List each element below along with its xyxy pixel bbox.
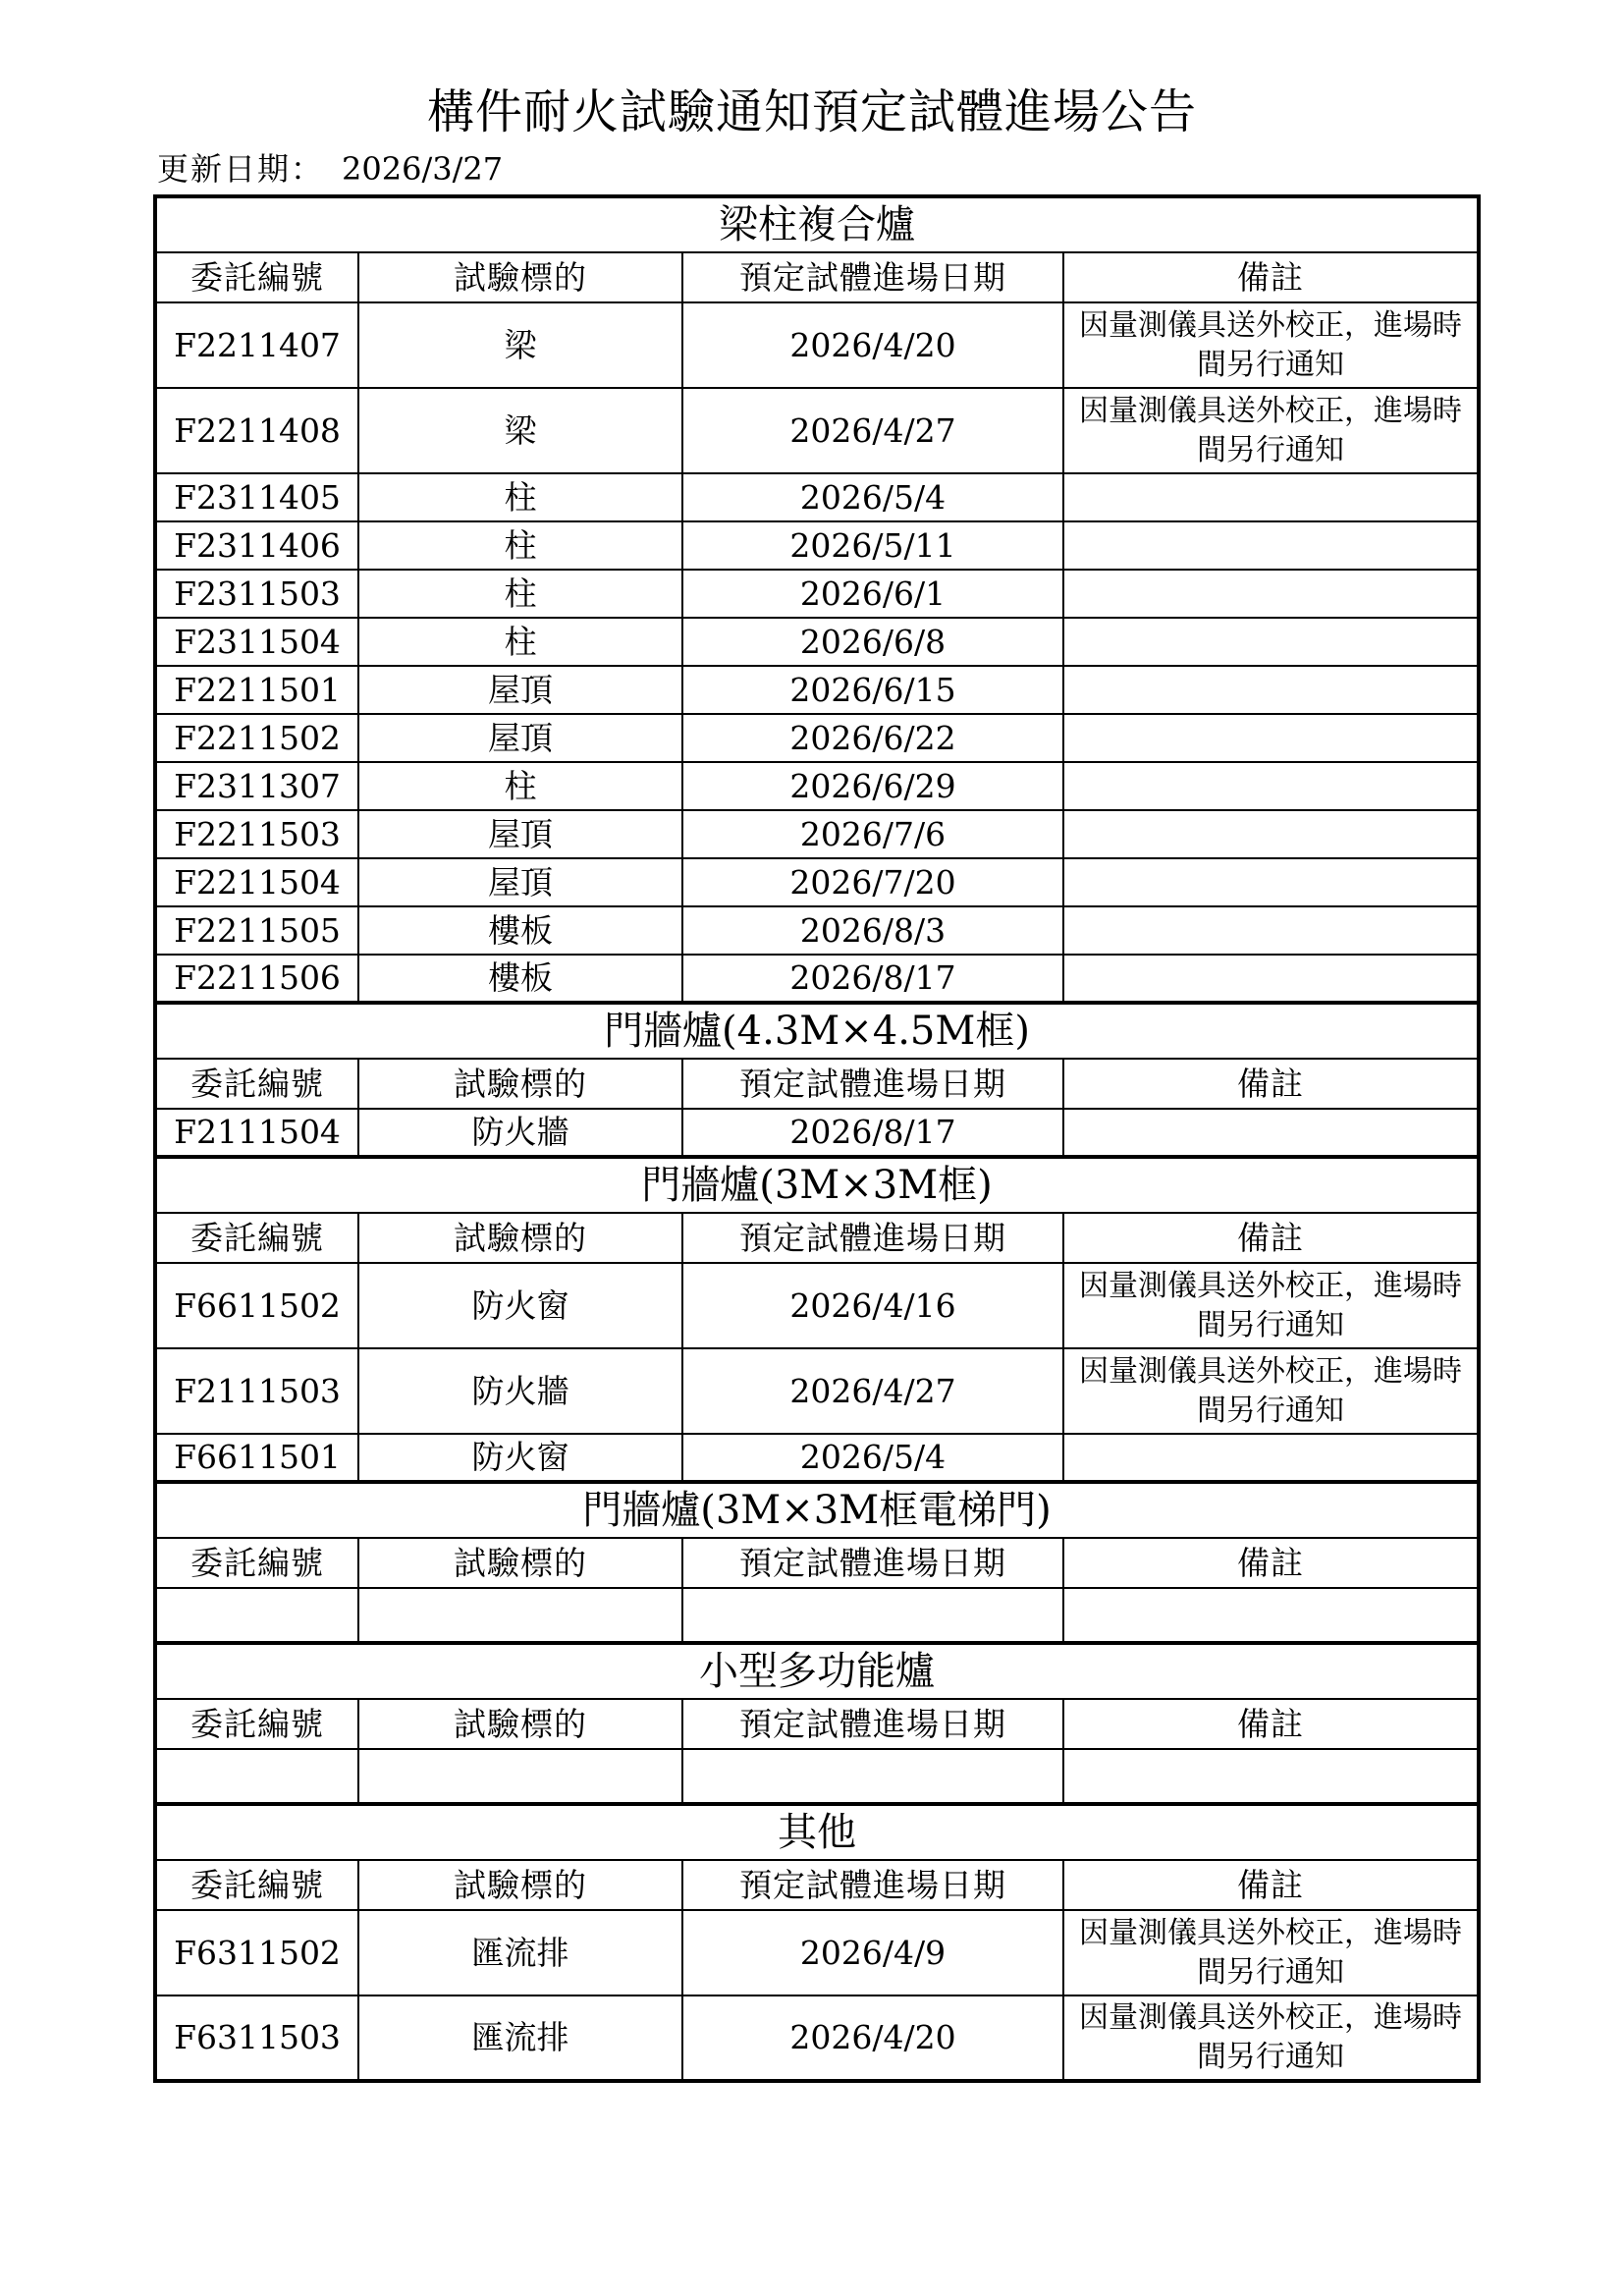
cell-commission-id: F2211504 — [155, 858, 358, 906]
column-header-row — [155, 1699, 1479, 1749]
cell-arrival-date: 2026/4/20 — [682, 1995, 1063, 2081]
cell-remark — [1063, 618, 1479, 666]
section-title: 門牆爐(4.3M×4.5M框) — [155, 1003, 1479, 1059]
cell-arrival-date: 2026/6/22 — [682, 714, 1063, 762]
column-header-test-target: 試驗標的 — [358, 1860, 682, 1910]
section-row — [155, 196, 1479, 252]
section-row — [155, 1003, 1479, 1059]
column-header-test-target: 試驗標的 — [358, 1213, 682, 1263]
cell-commission-id: F6611501 — [155, 1434, 358, 1482]
section-row — [155, 1643, 1479, 1699]
column-header-remark: 備註 — [1063, 1860, 1479, 1910]
cell-commission-id: F2211505 — [155, 906, 358, 955]
schedule-table — [153, 194, 1481, 2083]
section-title: 小型多功能爐 — [155, 1643, 1479, 1699]
cell-test-target: 柱 — [358, 473, 682, 521]
table-row — [155, 810, 1479, 858]
section-title: 門牆爐(3M×3M框電梯門) — [155, 1482, 1479, 1538]
cell-remark — [1063, 521, 1479, 570]
column-header-test-target: 試驗標的 — [358, 1538, 682, 1588]
cell-test-target: 梁 — [358, 302, 682, 388]
cell-commission-id: F6311502 — [155, 1910, 358, 1995]
cell-test-target: 匯流排 — [358, 1910, 682, 1995]
column-header-remark: 備註 — [1063, 1213, 1479, 1263]
column-header-row — [155, 252, 1479, 302]
cell-test-target: 匯流排 — [358, 1995, 682, 2081]
column-header-remark: 備註 — [1063, 1699, 1479, 1749]
cell-arrival-date: 2026/5/4 — [682, 1434, 1063, 1482]
update-date-label: 更新日期： — [157, 150, 325, 188]
table-row — [155, 1434, 1479, 1482]
table-row — [155, 955, 1479, 1003]
cell-remark — [1063, 473, 1479, 521]
cell-test-target: 梁 — [358, 388, 682, 473]
section-row — [155, 1804, 1479, 1860]
cell-commission-id: F2211506 — [155, 955, 358, 1003]
cell-test-target — [358, 1749, 682, 1804]
column-header-commission-id: 委託編號 — [155, 1538, 358, 1588]
column-header-remark: 備註 — [1063, 252, 1479, 302]
column-header-row — [155, 1059, 1479, 1109]
cell-test-target: 柱 — [358, 521, 682, 570]
column-header-test-target: 試驗標的 — [358, 1059, 682, 1109]
column-header-arrival-date: 預定試體進場日期 — [682, 1213, 1063, 1263]
column-header-row — [155, 1213, 1479, 1263]
cell-remark: 因量測儀具送外校正，進場時間另行通知 — [1063, 1910, 1479, 1995]
cell-commission-id: F2311504 — [155, 618, 358, 666]
cell-arrival-date: 2026/6/15 — [682, 666, 1063, 714]
column-header-remark: 備註 — [1063, 1059, 1479, 1109]
cell-remark: 因量測儀具送外校正，進場時間另行通知 — [1063, 302, 1479, 388]
cell-remark: 因量測儀具送外校正，進場時間另行通知 — [1063, 1263, 1479, 1348]
column-header-test-target: 試驗標的 — [358, 252, 682, 302]
column-header-commission-id: 委託編號 — [155, 1059, 358, 1109]
table-row — [155, 762, 1479, 810]
cell-test-target: 防火牆 — [358, 1348, 682, 1434]
cell-arrival-date: 2026/6/29 — [682, 762, 1063, 810]
cell-remark — [1063, 858, 1479, 906]
cell-remark — [1063, 1434, 1479, 1482]
cell-remark — [1063, 714, 1479, 762]
table-row — [155, 1910, 1479, 1995]
column-header-row — [155, 1538, 1479, 1588]
cell-commission-id: F2211501 — [155, 666, 358, 714]
cell-commission-id — [155, 1588, 358, 1643]
cell-commission-id: F2311405 — [155, 473, 358, 521]
cell-test-target: 屋頂 — [358, 714, 682, 762]
cell-commission-id: F2111503 — [155, 1348, 358, 1434]
column-header-arrival-date: 預定試體進場日期 — [682, 1860, 1063, 1910]
cell-test-target: 柱 — [358, 618, 682, 666]
cell-arrival-date: 2026/7/6 — [682, 810, 1063, 858]
table-row — [155, 906, 1479, 955]
cell-commission-id: F2111504 — [155, 1109, 358, 1157]
table-row — [155, 618, 1479, 666]
cell-arrival-date — [682, 1749, 1063, 1804]
cell-remark — [1063, 810, 1479, 858]
section-title: 門牆爐(3M×3M框) — [155, 1157, 1479, 1213]
column-header-commission-id: 委託編號 — [155, 252, 358, 302]
table-row — [155, 1109, 1479, 1157]
cell-remark: 因量測儀具送外校正，進場時間另行通知 — [1063, 1348, 1479, 1434]
table-row — [155, 1749, 1479, 1804]
cell-commission-id: F2211408 — [155, 388, 358, 473]
column-header-remark: 備註 — [1063, 1538, 1479, 1588]
update-date-value: 2026/3/27 — [342, 150, 504, 188]
cell-arrival-date: 2026/4/16 — [682, 1263, 1063, 1348]
cell-remark — [1063, 570, 1479, 618]
cell-test-target: 屋頂 — [358, 666, 682, 714]
cell-arrival-date: 2026/5/11 — [682, 521, 1063, 570]
cell-arrival-date: 2026/6/1 — [682, 570, 1063, 618]
cell-arrival-date: 2026/6/8 — [682, 618, 1063, 666]
cell-commission-id: F6611502 — [155, 1263, 358, 1348]
update-date-line — [157, 147, 503, 191]
table-row — [155, 570, 1479, 618]
column-header-arrival-date: 預定試體進場日期 — [682, 1059, 1063, 1109]
column-header-row — [155, 1860, 1479, 1910]
cell-commission-id: F2311503 — [155, 570, 358, 618]
cell-arrival-date: 2026/4/9 — [682, 1910, 1063, 1995]
cell-commission-id: F2311307 — [155, 762, 358, 810]
page-title: 構件耐火試驗通知預定試體進場公告 — [426, 84, 1197, 139]
cell-arrival-date: 2026/4/27 — [682, 388, 1063, 473]
cell-remark — [1063, 955, 1479, 1003]
cell-test-target: 防火窗 — [358, 1263, 682, 1348]
column-header-commission-id: 委託編號 — [155, 1213, 358, 1263]
cell-test-target — [358, 1588, 682, 1643]
column-header-test-target: 試驗標的 — [358, 1699, 682, 1749]
section-row — [155, 1482, 1479, 1538]
table-row — [155, 666, 1479, 714]
cell-test-target: 防火牆 — [358, 1109, 682, 1157]
cell-remark — [1063, 666, 1479, 714]
cell-commission-id — [155, 1749, 358, 1804]
cell-commission-id: F2311406 — [155, 521, 358, 570]
section-title: 梁柱複合爐 — [155, 196, 1479, 252]
cell-test-target: 樓板 — [358, 955, 682, 1003]
cell-commission-id: F2211503 — [155, 810, 358, 858]
cell-arrival-date: 2026/8/17 — [682, 955, 1063, 1003]
cell-arrival-date: 2026/5/4 — [682, 473, 1063, 521]
column-header-commission-id: 委託編號 — [155, 1699, 358, 1749]
table-row — [155, 714, 1479, 762]
table-row — [155, 473, 1479, 521]
cell-remark — [1063, 1588, 1479, 1643]
cell-test-target: 柱 — [358, 570, 682, 618]
cell-commission-id: F2211502 — [155, 714, 358, 762]
cell-test-target: 屋頂 — [358, 810, 682, 858]
cell-remark — [1063, 906, 1479, 955]
cell-remark — [1063, 762, 1479, 810]
cell-remark: 因量測儀具送外校正，進場時間另行通知 — [1063, 1995, 1479, 2081]
cell-test-target: 防火窗 — [358, 1434, 682, 1482]
table-row — [155, 858, 1479, 906]
cell-remark: 因量測儀具送外校正，進場時間另行通知 — [1063, 388, 1479, 473]
cell-arrival-date: 2026/4/20 — [682, 302, 1063, 388]
column-header-arrival-date: 預定試體進場日期 — [682, 252, 1063, 302]
table-row — [155, 1263, 1479, 1348]
table-row — [155, 1348, 1479, 1434]
table-row — [155, 1995, 1479, 2081]
table-row — [155, 388, 1479, 473]
cell-test-target: 樓板 — [358, 906, 682, 955]
cell-remark — [1063, 1749, 1479, 1804]
cell-arrival-date: 2026/8/17 — [682, 1109, 1063, 1157]
table-row — [155, 521, 1479, 570]
column-header-arrival-date: 預定試體進場日期 — [682, 1699, 1063, 1749]
section-title: 其他 — [155, 1804, 1479, 1860]
cell-commission-id: F2211407 — [155, 302, 358, 388]
cell-arrival-date: 2026/4/27 — [682, 1348, 1063, 1434]
cell-test-target: 柱 — [358, 762, 682, 810]
table-row — [155, 302, 1479, 388]
cell-commission-id: F6311503 — [155, 1995, 358, 2081]
cell-test-target: 屋頂 — [358, 858, 682, 906]
column-header-arrival-date: 預定試體進場日期 — [682, 1538, 1063, 1588]
cell-remark — [1063, 1109, 1479, 1157]
column-header-commission-id: 委託編號 — [155, 1860, 358, 1910]
cell-arrival-date: 2026/8/3 — [682, 906, 1063, 955]
cell-arrival-date: 2026/7/20 — [682, 858, 1063, 906]
section-row — [155, 1157, 1479, 1213]
table-row — [155, 1588, 1479, 1643]
cell-arrival-date — [682, 1588, 1063, 1643]
